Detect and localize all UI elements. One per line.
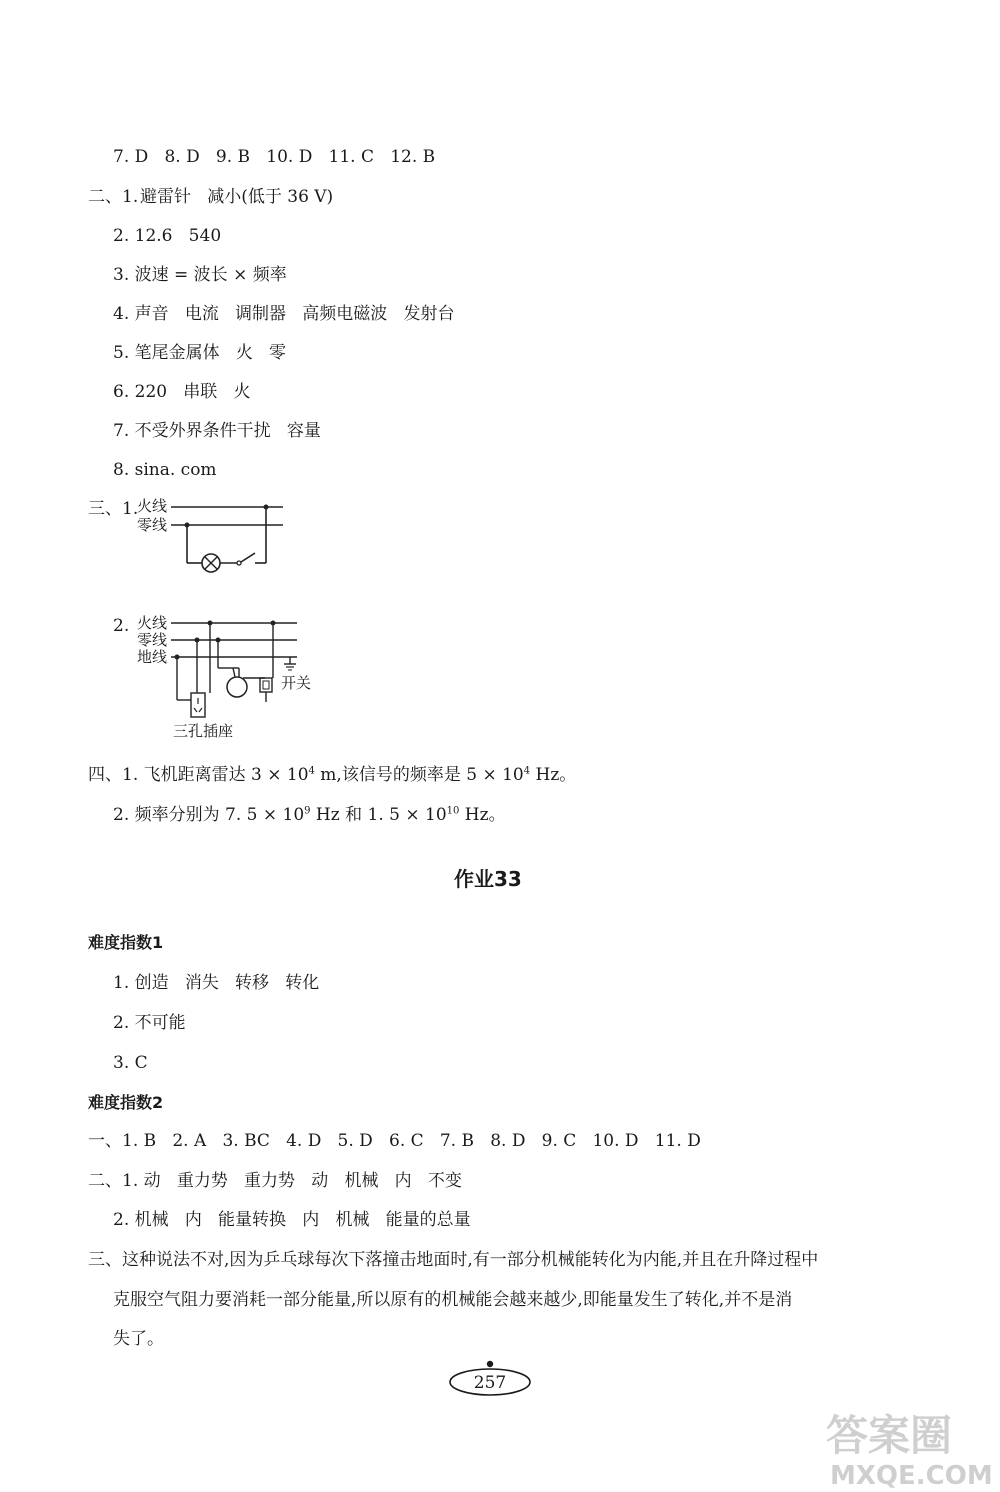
answer-4-1: 四、1. 飞机距离雷达 $3 \times 10^4$ m,该信号的频率是 $5 \times 10^4$ Hz。: [88, 765, 577, 785]
level2-part3-line2: 克服空气阻力要消耗一部分能量,所以原有的机械能会越来越少,即能量发生了转化,并不是消: [113, 1290, 793, 1310]
circuit-diagram-1: [135, 495, 335, 585]
svg-text:257: 257: [473, 1373, 507, 1393]
level1-answer-2: 2. 不可能: [113, 1013, 186, 1033]
level2-part1: 一、1. B 2. A 3. BC 4. D 5. D 6. C 7. B 8. D 9. C 10. D 11. D: [88, 1131, 701, 1151]
svg-text:MXQE.COM: MXQE.COM: [830, 1461, 993, 1490]
switch-label: 开关: [281, 674, 312, 692]
page-number: [447, 1358, 533, 1398]
part3-label: 三、1.: [88, 499, 139, 519]
level2-part3-line3: 失了。: [113, 1329, 164, 1349]
socket-label: 三孔插座: [173, 722, 234, 740]
answer-2-4: 4. 声音 电流 调制器 高频电磁波 发射台: [113, 304, 455, 324]
answer-2-6: 6. 220 串联 火: [113, 382, 251, 402]
difficulty-level-1: 难度指数1: [88, 933, 164, 952]
part2-label: 二、1.: [88, 187, 139, 207]
neutral-wire-label: 零线: [137, 516, 168, 534]
answer-2-8: 8. sina. com: [113, 460, 217, 480]
svg-text:答案圈: 答案圈: [826, 1411, 953, 1460]
answer-2-1: 避雷针 减小(低于 36 V): [140, 187, 334, 207]
ground-wire-label: 地线: [137, 648, 168, 666]
watermark-logo: [820, 1402, 998, 1490]
level2-part2-2: 2. 机械 内 能量转换 内 机械 能量的总量: [113, 1210, 471, 1230]
neutral-wire-label: 零线: [137, 631, 168, 649]
mc-answers: 7. D 8. D 9. B 10. D 11. C 12. B: [113, 147, 436, 167]
answer-2-7: 7. 不受外界条件干扰 容量: [113, 421, 321, 441]
answer-2-5: 5. 笔尾金属体 火 零: [113, 343, 287, 363]
live-wire-label: 火线: [137, 614, 168, 632]
level2-part3-line1: 三、这种说法不对,因为乒乓球每次下落撞击地面时,有一部分机械能转化为内能,并且在升降过程中: [88, 1250, 819, 1270]
level1-answer-1: 1. 创造 消失 转移 转化: [113, 973, 320, 993]
socket-icon: [191, 693, 205, 717]
switch-icon: [241, 553, 255, 562]
switch-icon: [260, 678, 272, 692]
live-wire-label: 火线: [137, 497, 168, 515]
section-title: 作业33: [454, 867, 522, 891]
answer-2-2: 2. 12.6 540: [113, 226, 222, 246]
circuit-diagram-2: [135, 610, 325, 740]
answer-2-3: 3. 波速 = 波长 × 频率: [113, 265, 287, 285]
level2-part2-1: 二、1. 动 重力势 重力势 动 机械 内 不变: [88, 1171, 462, 1191]
diagram2-number: 2.: [113, 616, 130, 636]
level1-answer-3: 3. C: [113, 1053, 148, 1073]
answer-4-2: 2. 频率分别为 7. $5 \times 10^9$ Hz 和 1. $5 \times 10^{10}$ Hz。: [113, 805, 506, 825]
difficulty-level-2: 难度指数2: [88, 1093, 164, 1112]
bulb-icon: [227, 677, 247, 697]
